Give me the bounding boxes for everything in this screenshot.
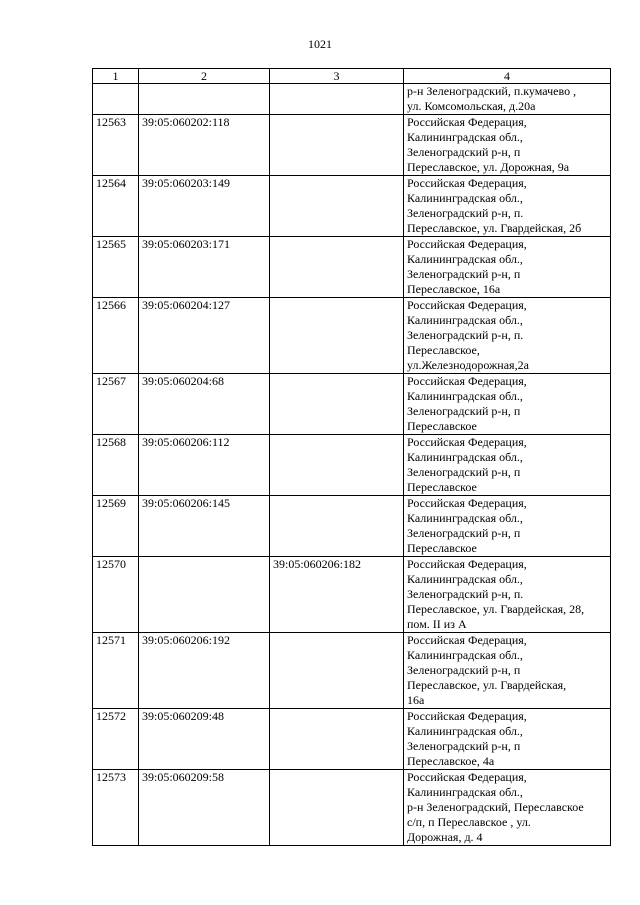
- address-cell: Российская Федерация, Калининградская обл., Зеленоградский р-н, п Переславское, ул. Дорожная, 9а: [404, 115, 611, 176]
- related-cadastral-number-cell: [270, 770, 404, 846]
- cadastral-number-cell: 39:05:060202:118: [139, 115, 270, 176]
- table-header-row: [93, 69, 611, 84]
- row-number-cell: 12565: [93, 237, 139, 298]
- address-cell: Российская Федерация, Калининградская обл., Зеленоградский р-н, п Переславское: [404, 435, 611, 496]
- row-number-cell: 12567: [93, 374, 139, 435]
- table-row: [93, 115, 611, 176]
- row-number-cell: 12566: [93, 298, 139, 374]
- cadastral-number-cell: 39:05:060206:192: [139, 633, 270, 709]
- row-number-cell: 12564: [93, 176, 139, 237]
- related-cadastral-number-cell: [270, 374, 404, 435]
- cadastral-number-cell: 39:05:060204:127: [139, 298, 270, 374]
- address-cell: Российская Федерация, Калининградская обл., Зеленоградский р-н, п Переславское, ул. Гвардейская, 16а: [404, 633, 611, 709]
- related-cadastral-number-cell: [270, 84, 404, 115]
- cadastral-number-cell: 39:05:060203:149: [139, 176, 270, 237]
- registry-table: [92, 68, 611, 846]
- cadastral-number-cell: 39:05:060206:112: [139, 435, 270, 496]
- cadastral-number-cell: 39:05:060209:58: [139, 770, 270, 846]
- table-row: [93, 709, 611, 770]
- address-cell: Российская Федерация, Калининградская обл., Зеленоградский р-н, п Переславское, 16а: [404, 237, 611, 298]
- related-cadastral-number-cell: [270, 496, 404, 557]
- address-cell: Российская Федерация, Калининградская обл., р-н Зеленоградский, Переславское с/п, п Переславское , ул. Дорожная, д. 4: [404, 770, 611, 846]
- table-row: [93, 237, 611, 298]
- row-number-cell: 12568: [93, 435, 139, 496]
- cadastral-number-cell: [139, 84, 270, 115]
- row-number-cell: 12570: [93, 557, 139, 633]
- table-row: [93, 435, 611, 496]
- related-cadastral-number-cell: [270, 435, 404, 496]
- cadastral-number-cell: 39:05:060206:145: [139, 496, 270, 557]
- address-cell: Российская Федерация, Калининградская обл., Зеленоградский р-н, п. Переславское, ул. Гвардейская, 28, пом. II из А: [404, 557, 611, 633]
- related-cadastral-number-cell: [270, 709, 404, 770]
- table-row: [93, 298, 611, 374]
- column-header-2: 2: [139, 69, 270, 84]
- address-cell: р-н Зеленоградский, п.кумачево , ул. Комсомольская, д.20а: [404, 84, 611, 115]
- address-cell: Российская Федерация, Калининградская обл., Зеленоградский р-н, п. Переславское, ул. Гвардейская, 2б: [404, 176, 611, 237]
- address-cell: Российская Федерация, Калининградская обл., Зеленоградский р-н, п Переславское, 4а: [404, 709, 611, 770]
- related-cadastral-number-cell: [270, 115, 404, 176]
- table-row: [93, 374, 611, 435]
- cadastral-number-cell: [139, 557, 270, 633]
- address-cell: Российская Федерация, Калининградская обл., Зеленоградский р-н, п Переславское: [404, 374, 611, 435]
- related-cadastral-number-cell: [270, 237, 404, 298]
- related-cadastral-number-cell: [270, 298, 404, 374]
- related-cadastral-number-cell: [270, 176, 404, 237]
- table-row: [93, 633, 611, 709]
- table-row: [93, 770, 611, 846]
- column-header-4: 4: [404, 69, 611, 84]
- table-row: [93, 496, 611, 557]
- address-cell: Российская Федерация, Калининградская обл., Зеленоградский р-н, п. Переславское, ул.Железнодорожная,2а: [404, 298, 611, 374]
- table-row: [93, 84, 611, 115]
- column-header-3: 3: [270, 69, 404, 84]
- table-row: [93, 557, 611, 633]
- address-cell: Российская Федерация, Калининградская обл., Зеленоградский р-н, п Переславское: [404, 496, 611, 557]
- row-number-cell: 12572: [93, 709, 139, 770]
- table-row: [93, 176, 611, 237]
- column-header-1: 1: [93, 69, 139, 84]
- row-number-cell: 12569: [93, 496, 139, 557]
- cadastral-number-cell: 39:05:060204:68: [139, 374, 270, 435]
- row-number-cell: [93, 84, 139, 115]
- related-cadastral-number-cell: 39:05:060206:182: [270, 557, 404, 633]
- page-number: 1021: [308, 37, 332, 51]
- cadastral-number-cell: 39:05:060203:171: [139, 237, 270, 298]
- row-number-cell: 12563: [93, 115, 139, 176]
- cadastral-number-cell: 39:05:060209:48: [139, 709, 270, 770]
- row-number-cell: 12571: [93, 633, 139, 709]
- row-number-cell: 12573: [93, 770, 139, 846]
- related-cadastral-number-cell: [270, 633, 404, 709]
